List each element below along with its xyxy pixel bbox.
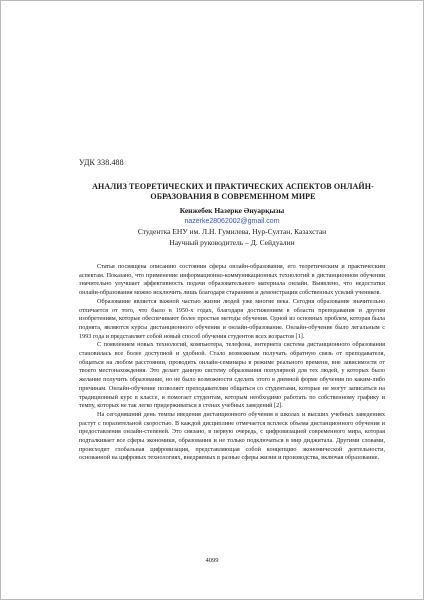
title-line: АНАЛИЗ ТЕОРЕТИЧЕСКИХ И ПРАКТИЧЕСКИХ АСПЕКТОВ ОНЛАЙН-: [92, 182, 374, 191]
article-title: [83, 182, 383, 202]
author-name: Кенжебек Назерке Әнуарқызы: [179, 206, 285, 215]
paragraph-abstract: Статья посвящена описанию состояния сферы онлайн-образования, его теоретическим и практическим аспектам. Показано, что применение информационно-коммуникационных технологий в дистанционном обучении значительно улучшает эффективность подачи образовательного материала онлайн. Выявлено, что недостатки онлайн-образования можно исключить лишь благодаря стараниям и демонстрации собственных усилий учеников.: [79, 263, 385, 297]
supervisor: Научный руководитель – Д. Сейдуалин: [169, 237, 295, 247]
article-body: [79, 263, 385, 463]
author-email-link[interactable]: nazerke28062002@gmail.com: [184, 217, 280, 225]
author-affiliation: Студентка ЕНУ им. Л.Н. Гумилева, Нур-Султан, Казахстан: [137, 227, 327, 236]
paragraph: Образование является важной частью жизни людей уже многие века. Сегодня образование значительно отличается от того, что было в 1950-х годах, благодаря достижениям в области преподавания и другим изобретениям, которые обеспечивают более простые методы обучения. Одной из основных проблем, которая была поднята, являются курсы дистанционного обучения и онлайн-образование. Онлайн-обучение было легальным с 1993 года и представляет собой новый способ обучения студентов всех возрастов [1].: [79, 297, 385, 340]
author-block: [79, 206, 385, 248]
title-line: ОБРАЗОВАНИЯ В СОВРЕМЕННОМ МИРЕ: [150, 192, 316, 201]
paragraph: С появлением новых технологий, компьютера, телефона, интернета система дистанционного образования становилась все более доступной и удобной. Стало возможным получать обратную связь от преподавателя, общаться на любом расстоянии, проводить онлайн-семинары в режиме реального времени, вне зависимости от твоего местонахождения. Это делает данную систему образования популярной для тех людей, у которых было желание получить образование, но не было возможности сделать этого в дневной форме обучения по каким-либо причинам. Онлайн-обучение позволяет преподавателям общаться со студентами, которые не могут записаться на традиционный курс в классе, и помогает студентам, которым необходимо работать по собственному графику и темпу, которых не так легко придерживаться в стенах учебных заведений [2].: [79, 341, 385, 410]
paragraph: На сегодняшний день темпы введения дистанционного обучения в школах и высших учебных заведениях растут с поразительной скоростью. В каждой дисциплине отмечается всплеск объема дистанционного обучения и предоставления онлайн-степеней. Это связано, в первую очередь, с цифровизацией современного мира, которая подталкивает все сферы экономики, образования и не только подключаться в мир диджитала. Другими словами, происходит глобальная цифровизация, представляющая собой концепцию экономической деятельности, основанной на цифровых технологиях, внедряемых в разные сферы жизни и производства, включая образование.: [79, 410, 385, 462]
page-number: 4099: [205, 557, 219, 564]
udk-code: УДК 338.488: [79, 158, 124, 167]
